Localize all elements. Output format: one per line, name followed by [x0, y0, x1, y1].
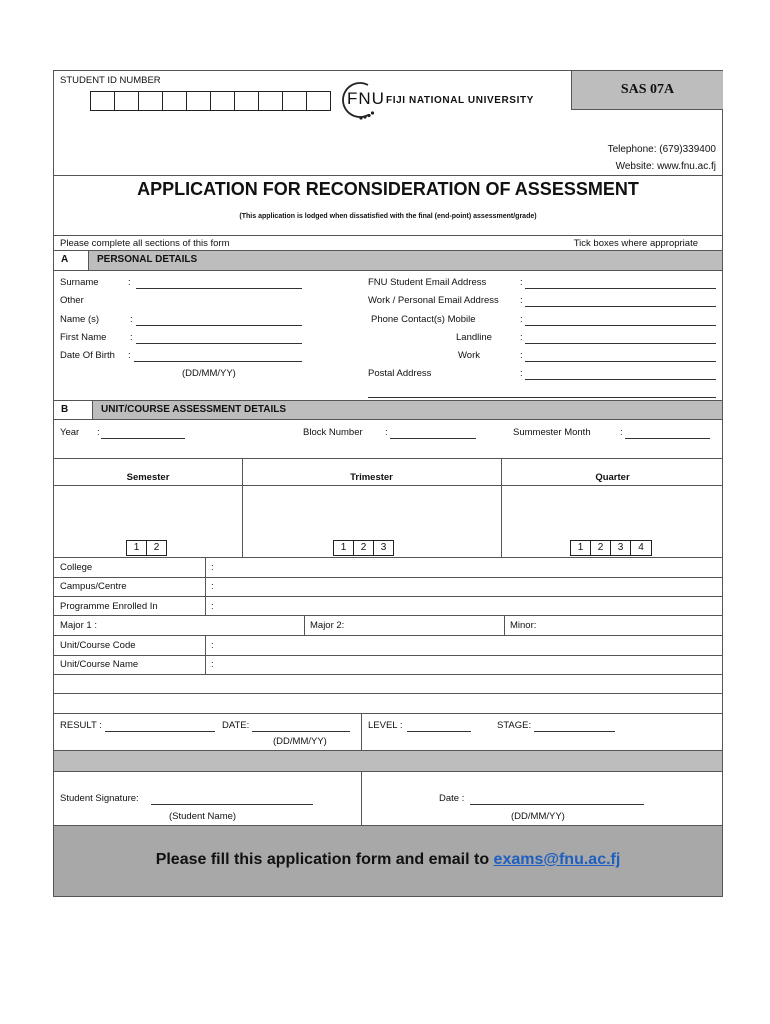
signature-date-label: Date :: [439, 793, 465, 804]
surname-input[interactable]: [136, 288, 302, 289]
stage-label: STAGE:: [497, 720, 532, 731]
footer-email-link[interactable]: exams@fnu.ac.fj: [493, 851, 621, 868]
form-code: SAS 07A: [620, 82, 675, 97]
summester-month-label: Summester Month: [513, 427, 591, 438]
student-signature-input[interactable]: [151, 804, 313, 805]
student-id-digit-box[interactable]: [186, 91, 211, 111]
trimester-box-3[interactable]: 3: [373, 540, 394, 556]
telephone: Telephone: (679)339400: [607, 144, 716, 155]
block-number-input[interactable]: [390, 438, 476, 439]
signature-date-format: (DD/MM/YY): [511, 811, 565, 822]
trimester-header: Trimester: [350, 472, 393, 483]
quarter-box-2[interactable]: 2: [590, 540, 611, 556]
summester-month-input[interactable]: [625, 438, 710, 439]
student-id-digit-box[interactable]: [306, 91, 331, 111]
result-date-format: (DD/MM/YY): [273, 736, 327, 747]
college-label: College: [60, 562, 93, 573]
major1-label: Major 1 :: [60, 620, 97, 631]
section-b-title: UNIT/COURSE ASSESSMENT DETAILS: [101, 404, 287, 415]
trimester-box-1[interactable]: 1: [333, 540, 354, 556]
mobile-label: Phone Contact(s) Mobile: [371, 314, 476, 325]
trimester-box-2[interactable]: 2: [353, 540, 374, 556]
quarter-box-3[interactable]: 3: [610, 540, 631, 556]
postal-address-input-line2[interactable]: [368, 397, 716, 398]
student-signature-label: Student Signature:: [60, 793, 139, 804]
year-input[interactable]: [101, 438, 185, 439]
mobile-input[interactable]: [525, 325, 716, 326]
postal-address-label: Postal Address: [368, 368, 432, 379]
form-subtitle: (This application is lodged when dissatisfied with the final (end-point) assessment/grade): [239, 213, 537, 220]
university-name: FIJI NATIONAL UNIVERSITY: [386, 95, 534, 106]
application-form: STUDENT ID NUMBER FNU FIJI NATIONAL UNIVERSITY SAS 07A Telephone: (679)339400 Website: www.fnu.ac.fj APPLICATION FOR RECONSIDERATION OF ASSESSMENT (This application is lodged when dissatisfied with the final (end-point) assessment/grade) Please complete all sections of this form Tick boxes where appropriate A PERSONAL DETAILS Surname : Other Name (s) : First Name : Date Of Birth : (DD/MM/YY) FNU Student Email Address : Work / Personal Email Address : Phone Contact(s) Mobile : Landline : Work : Postal Address : B UNIT/COURSE ASSESSMENT DETAILS Year : Block Number : Summester Month : Semester Trimester Quarter 1 2 1 2 3 1 2 3 4 College : Campus/Centre : Programme Enrolled In : Major 1 : Major 2: Minor: Unit/Course Code : Unit/Course Name : RESULT : DATE: (DD/MM/YY) LEVEL : STAGE: Student Signature: (Student Name) Date : (DD/MM/YY) Please fill this application form and email to exams@fnu.ac.fj: [53, 70, 723, 897]
year-label: Year: [60, 427, 80, 438]
fnu-email-label: FNU Student Email Address: [368, 277, 487, 288]
first-name-input[interactable]: [136, 343, 302, 344]
section-a-title: PERSONAL DETAILS: [97, 254, 198, 265]
names-label: Name (s): [60, 314, 100, 325]
signature-date-input[interactable]: [470, 804, 644, 805]
quarter-header: Quarter: [595, 472, 630, 483]
separator-band: [54, 751, 722, 771]
result-input[interactable]: [105, 731, 215, 732]
first-name-label: First Name: [60, 332, 107, 343]
student-id-digit-box[interactable]: [210, 91, 235, 111]
work-phone-label: Work: [458, 350, 480, 361]
semester-box-2[interactable]: 2: [146, 540, 167, 556]
surname-label: Surname: [60, 277, 99, 288]
footer-text: Please fill this application form and email to: [155, 851, 494, 868]
result-date-input[interactable]: [252, 731, 350, 732]
dob-input[interactable]: [134, 361, 302, 362]
postal-address-input[interactable]: [525, 379, 716, 380]
quarter-box-1[interactable]: 1: [570, 540, 591, 556]
dob-format: (DD/MM/YY): [182, 368, 236, 379]
student-id-digit-box[interactable]: [234, 91, 259, 111]
block-number-label: Block Number: [303, 427, 363, 438]
other-names-input[interactable]: [136, 325, 302, 326]
instructions-right: Tick boxes where appropriate: [573, 238, 698, 249]
level-label: LEVEL :: [368, 720, 403, 731]
student-id-digit-box[interactable]: [114, 91, 139, 111]
landline-label: Landline: [456, 332, 492, 343]
work-email-label: Work / Personal Email Address: [368, 295, 499, 306]
result-date-label: DATE:: [222, 720, 250, 731]
result-label: RESULT :: [60, 720, 102, 731]
unit-name-label: Unit/Course Name: [60, 659, 139, 670]
website: Website: www.fnu.ac.fj: [615, 161, 716, 172]
section-a-letter: A: [61, 254, 69, 265]
footer-message: [54, 851, 722, 869]
student-id-digit-box[interactable]: [258, 91, 283, 111]
fnu-email-input[interactable]: [525, 288, 716, 289]
stage-input[interactable]: [534, 731, 615, 732]
other-label: Other: [60, 295, 84, 306]
work-phone-input[interactable]: [525, 361, 716, 362]
fnu-logo: [338, 79, 578, 119]
student-id-digit-box[interactable]: [138, 91, 163, 111]
work-email-input[interactable]: [525, 306, 716, 307]
section-b-letter: B: [61, 404, 69, 415]
student-name-caption: (Student Name): [169, 811, 237, 822]
campus-label: Campus/Centre: [60, 581, 127, 592]
landline-input[interactable]: [525, 343, 716, 344]
logo-text: FNU: [347, 89, 385, 108]
quarter-box-4[interactable]: 4: [630, 540, 652, 556]
dob-label: Date Of Birth: [60, 350, 115, 361]
major2-label: Major 2:: [310, 620, 345, 631]
semester-header: Semester: [126, 472, 170, 483]
unit-code-label: Unit/Course Code: [60, 640, 136, 651]
student-id-digit-box[interactable]: [282, 91, 307, 111]
level-input[interactable]: [407, 731, 471, 732]
semester-box-1[interactable]: 1: [126, 540, 147, 556]
programme-label: Programme Enrolled In: [60, 601, 158, 612]
instructions-left: Please complete all sections of this form: [60, 238, 230, 249]
form-code-box: [571, 71, 723, 110]
student-id-digit-box[interactable]: [162, 91, 187, 111]
student-id-digit-box[interactable]: [90, 91, 115, 111]
minor-label: Minor:: [510, 620, 537, 631]
student-id-label: STUDENT ID NUMBER: [60, 75, 161, 86]
footer-band: [54, 826, 722, 896]
form-title: APPLICATION FOR RECONSIDERATION OF ASSESSMENT: [137, 179, 639, 199]
